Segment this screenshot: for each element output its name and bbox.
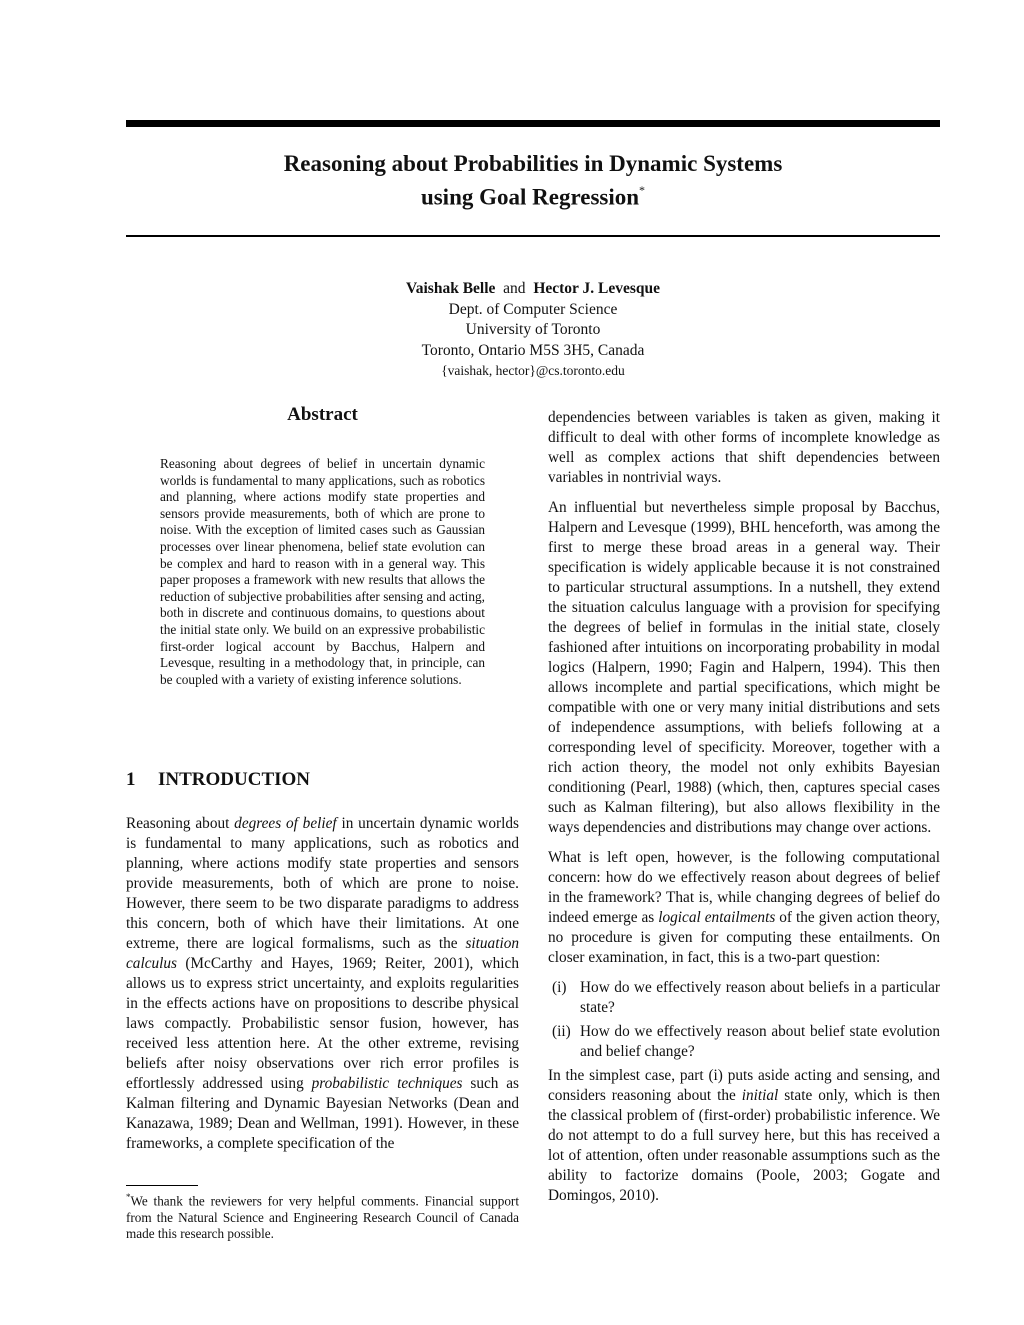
right-p3-b: of the given action theory, no procedure is given for computing these entailments. On closer examination, in fact, this is a two-part question:: [548, 909, 940, 966]
author-university: University of Toronto: [465, 321, 601, 338]
top-rule: [126, 120, 940, 127]
author-address: Toronto, Ontario M5S 3H5, Canada: [421, 341, 645, 359]
author-2: Hector J. Levesque: [533, 280, 661, 297]
section-title: INTRODUCTION: [158, 769, 311, 790]
question-list: [548, 978, 940, 1062]
abstract-text: Reasoning about degrees of belief in uncertain dynamic worlds is fundamental to many applications, such as robotics and planning, where actions modify state properties and sensors provide measurements, both of which are prone to noise. With the exception of limited cases such as Gaussian processes over linear phenomena, belief state evolution can be complex and hard to reason with in a general way. This paper proposes a framework with new results that allows the reduction of subjective probabilities after sensing and acting, both in discrete and continuous domains, to questions about the initial state only. We build on an expressive probabilistic first-order logical account by Bacchus, Halpern and Levesque, resulting in a methodology that, in principle, can be coupled with a variety of existing inference solutions.: [160, 456, 485, 687]
author-and: and: [503, 280, 526, 297]
question-item-2: [548, 1022, 940, 1062]
section-heading: [126, 769, 310, 791]
right-paragraph-2: An influential but nevertheless simple proposal by Bacchus, Halpern and Levesque (1999), BHL henceforth, was among the first to merge these broad areas in a general way. Their specification is widely applicable because it is not constrained to particular structural assumptions. In a nutshell, they extend the situation calculus language with a provision for specifying the degrees of belief in formulas in the initial state, closely fashioned after intuitions on incorporating probability in modal logics (Halpern, 1990; Fagin and Halpern, 1994). This then allows incomplete and partial specifications, which might be compatible with one or very many initial distributions and sets of independence assumptions, with beliefs following at a corresponding level of specificity. Moreover, together with a rich action theory, the model not only exhibits Bayesian conditioning (Pearl, 1988) (which, then, captures special cases such as Kalman filtering), but also allows flexibility in the ways dependencies and distributions may change over actions.: [548, 499, 940, 836]
right-p4-a: In the simplest case, part (i) puts aside acting and sensing, and considers reasoning about the: [548, 1067, 940, 1104]
right-paragraph-3: [548, 848, 940, 968]
right-p3-a: What is left open, however, is the following computational concern: how do we effectively reason about degrees of belief in the framework? That is, while changing degrees of belief do indeed emerge as: [548, 849, 940, 926]
title-bottom-rule: [126, 235, 940, 237]
intro-em-2: situation calculus: [126, 935, 519, 972]
intro-em-1: degrees of belief: [234, 815, 337, 832]
right-p4-b: state only, which is then the classical problem of (first-order) probabilistic inference. We do not attempt to do a full survey here, but this has received a lot of attention, often under reasonable assumptions such as the ability to factorize domains (Poole, 2003; Gogate and Domingos, 2010).: [548, 1087, 940, 1204]
right-p3-em: logical entailments: [658, 909, 776, 926]
right-paragraph-1: dependencies between variables is taken as given, making it difficult to deal with other forms of incomplete knowledge as well as complex actions that shift dependencies between variables in nontrivial ways.: [548, 409, 940, 486]
intro-text: [126, 814, 519, 1154]
right-paragraph-4: [548, 1066, 940, 1206]
intro-t3: (McCarthy and Hayes, 1969; Reiter, 2001), which allows us to express strict uncertainty, and exploits regularities in the effects actions have on propositions to describe physical laws compactly. Probabilistic sensor fusion, however, has received less attention here. At the other extreme, revising beliefs after noisy observations over rich error profiles is effortlessly addressed using: [126, 955, 519, 1092]
question-text-2: How do we effectively reason about belief state evolution and belief change?: [580, 1023, 940, 1060]
author-1: Vaishak Belle: [405, 280, 496, 297]
title-line-2: [126, 178, 940, 212]
question-item-1: [548, 978, 940, 1018]
intro-t4: such as Kalman filtering and Dynamic Bayesian Networks (Dean and Kanazawa, 1989; Dean and Wellman, 1991). However, in these frameworks, a complete specification of the: [126, 1075, 520, 1152]
right-column: [548, 408, 940, 1216]
intro-em-3: probabilistic techniques: [311, 1075, 463, 1092]
intro-paragraph: [126, 814, 519, 1154]
title-footnote-mark: *: [639, 183, 646, 197]
author-block: [126, 279, 940, 382]
author-names: [126, 279, 940, 300]
question-label-1: (i): [552, 979, 567, 996]
paper-title: [126, 150, 940, 212]
abstract-heading: Abstract: [287, 404, 358, 425]
footnote: [126, 1189, 519, 1243]
title-line-2-text: using Goal Regression: [420, 184, 640, 210]
author-dept: Dept. of Computer Science: [448, 300, 618, 318]
question-label-2: (ii): [552, 1023, 571, 1040]
footnote-mark: *: [126, 1192, 131, 1202]
footnote-rule: [126, 1185, 198, 1186]
author-email: {vaishak, hector}@cs.toronto.edu: [441, 363, 625, 378]
title-line-1: Reasoning about Probabilities in Dynamic Systems: [283, 151, 783, 176]
intro-t2: in uncertain dynamic worlds is fundamental to many applications, such as robotics and planning, where actions modify state properties and sensors provide measurements, both of which are prone to noise. However, there seem to be two disparate paradigms to address this concern, both of which have their limitations. At one extreme, there are logical formalisms, such as the: [126, 815, 520, 952]
intro-t1: Reasoning about: [126, 815, 235, 832]
right-p4-em: initial: [741, 1087, 779, 1104]
section-number: 1: [126, 769, 136, 790]
question-text-1: How do we effectively reason about beliefs in a particular state?: [580, 979, 940, 1016]
footnote-text: We thank the reviewers for very helpful comments. Financial support from the Natural Science and Engineering Research Council of Canada made this research possible.: [126, 1193, 519, 1242]
